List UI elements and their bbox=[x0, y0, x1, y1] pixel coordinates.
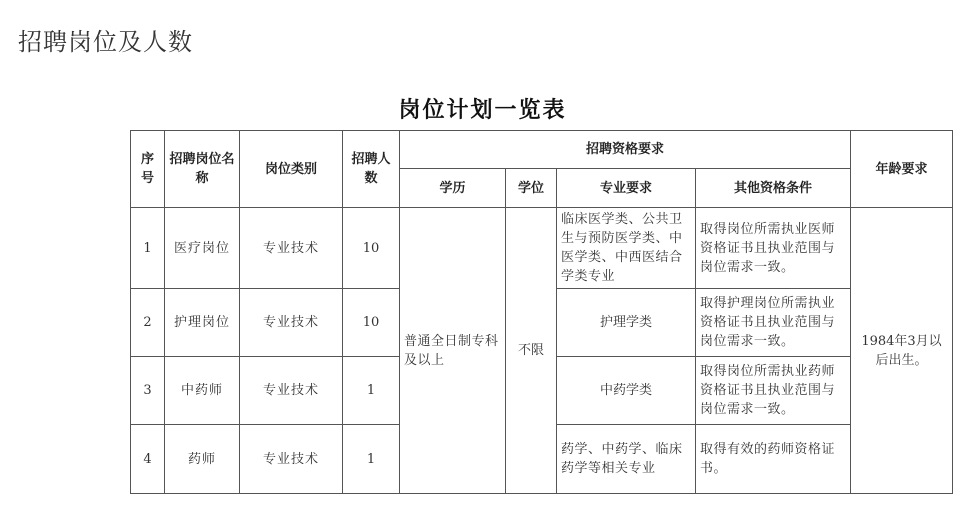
header-education: 学历 bbox=[400, 169, 506, 208]
header-row-1 bbox=[131, 131, 953, 169]
row-major: 护理学类 bbox=[557, 289, 696, 357]
header-seq: 序号 bbox=[131, 131, 165, 208]
row-major: 中药学类 bbox=[557, 357, 696, 425]
row-other: 取得护理岗位所需执业资格证书且执业范围与岗位需求一致。 bbox=[696, 289, 851, 357]
row-other: 取得岗位所需执业药师资格证书且执业范围与岗位需求一致。 bbox=[696, 357, 851, 425]
row-post-type: 专业技术 bbox=[240, 289, 343, 357]
header-post-type: 岗位类别 bbox=[240, 131, 343, 208]
row-count: 10 bbox=[343, 289, 400, 357]
page-heading: 招聘岗位及人数 bbox=[18, 28, 193, 56]
row-seq: 1 bbox=[131, 208, 165, 289]
header-major: 专业要求 bbox=[557, 169, 696, 208]
row-post-type: 专业技术 bbox=[240, 208, 343, 289]
row-post-type: 专业技术 bbox=[240, 357, 343, 425]
header-qualifications: 招聘资格要求 bbox=[400, 131, 851, 169]
table-row bbox=[131, 208, 953, 289]
row-post-name: 护理岗位 bbox=[165, 289, 240, 357]
row-count: 10 bbox=[343, 208, 400, 289]
header-other: 其他资格条件 bbox=[696, 169, 851, 208]
row-major: 临床医学类、公共卫生与预防医学类、中医学类、中西医结合学类专业 bbox=[557, 208, 696, 289]
row-post-type: 专业技术 bbox=[240, 425, 343, 494]
row-other: 取得岗位所需执业医师资格证书且执业范围与岗位需求一致。 bbox=[696, 208, 851, 289]
row-count: 1 bbox=[343, 425, 400, 494]
header-count: 招聘人数 bbox=[343, 131, 400, 208]
degree-cell: 不限 bbox=[506, 208, 557, 494]
row-major: 药学、中药学、临床药学等相关专业 bbox=[557, 425, 696, 494]
row-other: 取得有效的药师资格证书。 bbox=[696, 425, 851, 494]
table-title: 岗位计划一览表 bbox=[398, 97, 567, 123]
header-age: 年龄要求 bbox=[851, 131, 953, 208]
header-degree: 学位 bbox=[506, 169, 557, 208]
row-seq: 2 bbox=[131, 289, 165, 357]
row-post-name: 医疗岗位 bbox=[165, 208, 240, 289]
education-cell: 普通全日制专科及以上 bbox=[400, 208, 506, 494]
row-post-name: 中药师 bbox=[165, 357, 240, 425]
post-plan-table bbox=[130, 130, 953, 494]
row-count: 1 bbox=[343, 357, 400, 425]
row-post-name: 药师 bbox=[165, 425, 240, 494]
age-cell: 1984年3月以后出生。 bbox=[851, 208, 953, 494]
row-seq: 3 bbox=[131, 357, 165, 425]
row-seq: 4 bbox=[131, 425, 165, 494]
header-post-name: 招聘岗位名称 bbox=[165, 131, 240, 208]
